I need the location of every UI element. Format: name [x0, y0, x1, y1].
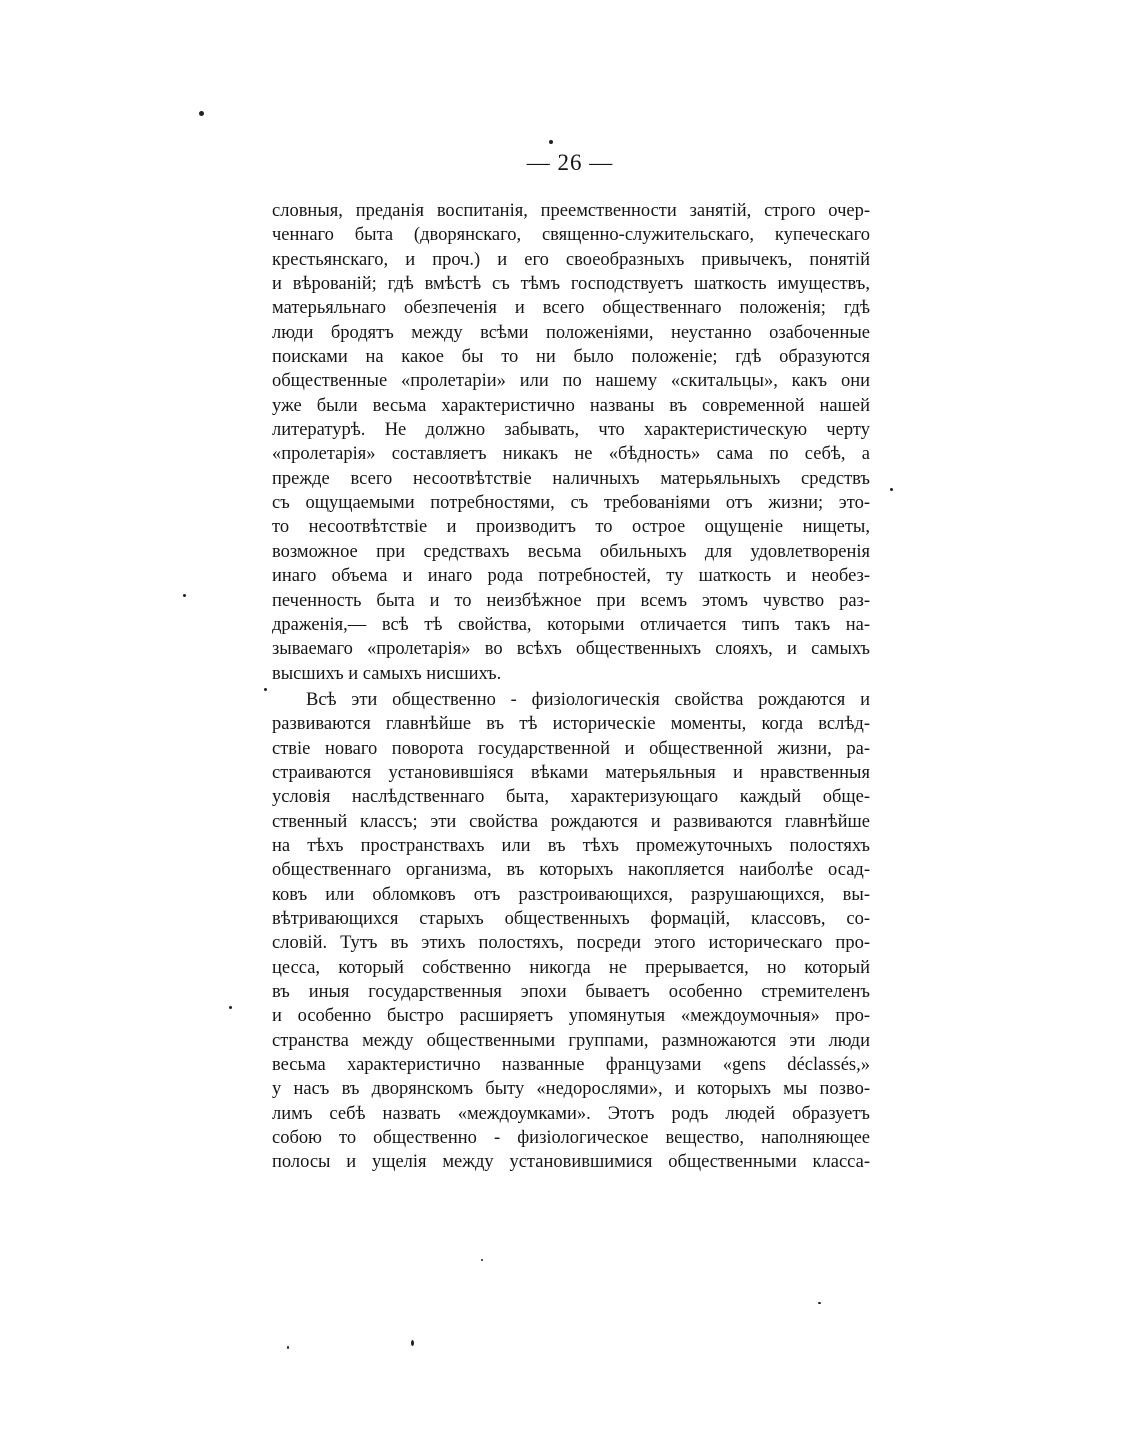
- text-line: зываемаго «пролетарія» во всѣхъ общественныхъ слояхъ, и самыхъ: [272, 639, 870, 660]
- text-line: страиваются установившіяся вѣками матерьяльныя и нравственныя: [272, 762, 870, 783]
- text-line: словныя, преданія воспитанія, преемственности занятій, строго очер-: [272, 201, 870, 221]
- text-line: ковъ или обломковъ отъ разстроивающихся, разрушающихся, вы-: [272, 884, 870, 905]
- text-line: цесса, который собственно никогда не прерывается, но который: [272, 957, 870, 978]
- text-line: лимъ себѣ назвать «междоумками». Этотъ родъ людей образуетъ: [272, 1103, 870, 1124]
- text-line: и особенно быстро расширяетъ упомянутыя «междоумочныя» про-: [272, 1006, 870, 1027]
- scan-speck: [890, 488, 893, 491]
- scan-speck: [818, 1302, 821, 1304]
- text-line: ственный классъ; эти свойства рождаются и развиваются главнѣйше: [272, 811, 870, 832]
- text-line: полосы и ущелія между установившимися общественными класса-: [272, 1152, 870, 1173]
- text-line: словій. Тутъ въ этихъ полостяхъ, посреди этого историческаго про-: [272, 933, 870, 954]
- scan-speck: [287, 1346, 289, 1349]
- text-line: и вѣрованій; гдѣ вмѣстѣ съ тѣмъ господствуетъ шаткость имуществъ,: [272, 274, 870, 295]
- text-line: крестьянскаго, и проч.) и его своеобразныхъ привычекъ, понятій: [272, 249, 870, 270]
- text-line: съ ощущаемыми потребностями, съ требованіями отъ жизни; это-: [272, 493, 870, 514]
- text-line: инаго объема и инаго рода потребностей, ту шаткость и необез-: [272, 566, 870, 587]
- text-line: ченнаго быта (дворянскаго, священно-служительскаго, купеческаго: [272, 225, 870, 246]
- page-number: — 26 —: [526, 150, 614, 175]
- scan-speck: [183, 594, 186, 597]
- text-line: возможное при средствахъ весьма обильныхъ для удовлетворенія: [272, 541, 870, 562]
- text-line: люди бродятъ между всѣми положеніями, неустанно озабоченные: [272, 322, 870, 343]
- paragraph-2: [272, 688, 870, 1175]
- scan-speck: [481, 1259, 483, 1261]
- text-line: печенность быта и то неизбѣжное при всемъ этомъ чувство раз-: [272, 590, 870, 611]
- text-line: Всѣ эти общественно - физіологическія свойства рождаются и: [306, 689, 870, 710]
- scan-speck: [229, 1006, 232, 1009]
- scan-speck: [199, 111, 204, 116]
- scan-speck: [549, 140, 553, 144]
- text-line: матерьяльнаго обезпеченія и всего общественнаго положенія; гдѣ: [272, 298, 870, 319]
- text-line: весьма характеристично названные французами «gens déclassés,»: [272, 1055, 870, 1076]
- text-line: у насъ въ дворянскомъ быту «недорослями», и которыхъ мы позво-: [272, 1079, 870, 1100]
- text-line: развиваются главнѣйше въ тѣ историческіе моменты, когда вслѣд-: [272, 714, 870, 735]
- page-text: [272, 199, 870, 1175]
- text-line: прежде всего несоотвѣтствіе наличныхъ матерьяльныхъ средствъ: [272, 468, 870, 489]
- text-line: собою то общественно - физіологическое вещество, наполняющее: [272, 1128, 870, 1149]
- text-line: «пролетарія» составляетъ никакъ не «бѣдность» сама по себѣ, а: [272, 444, 870, 465]
- text-line: странства между общественными группами, размножаются эти люди: [272, 1030, 870, 1051]
- text-line: литературѣ. Не должно забывать, что характеристическую черту: [272, 420, 870, 441]
- text-line: общественнаго организма, въ которыхъ накопляется наиболѣе осад-: [272, 860, 870, 881]
- text-line: условія наслѣдственнаго быта, характеризующаго каждый обще-: [272, 787, 870, 808]
- text-line: вѣтривающихся старыхъ общественныхъ формацій, классовъ, со-: [272, 908, 870, 929]
- text-line: на тѣхъ пространствахъ или въ тѣхъ промежуточныхъ полостяхъ: [272, 835, 870, 856]
- text-line: уже были весьма характеристично названы въ современной нашей: [272, 395, 870, 416]
- text-line: въ иныя государственныя эпохи бываетъ особенно стремителенъ: [272, 982, 870, 1002]
- text-line: поисками на какое бы то ни было положеніе; гдѣ образуются: [272, 347, 870, 368]
- paragraph-1: [272, 199, 870, 686]
- text-line: драженія,— всѣ тѣ свойства, которыми отличается типъ такъ на-: [272, 614, 870, 635]
- scan-speck: [411, 1340, 414, 1346]
- text-line: высшихъ и самыхъ нисшихъ.: [272, 663, 502, 684]
- text-line: то несоотвѣтствіе и производитъ то острое ощущеніе нищеты,: [272, 517, 870, 538]
- text-line: ствіе новаго поворота государственной и общественной жизни, ра-: [272, 738, 870, 759]
- text-line: общественные «пролетаріи» или по нашему «скитальцы», какъ они: [272, 371, 870, 392]
- scan-speck: [264, 688, 267, 691]
